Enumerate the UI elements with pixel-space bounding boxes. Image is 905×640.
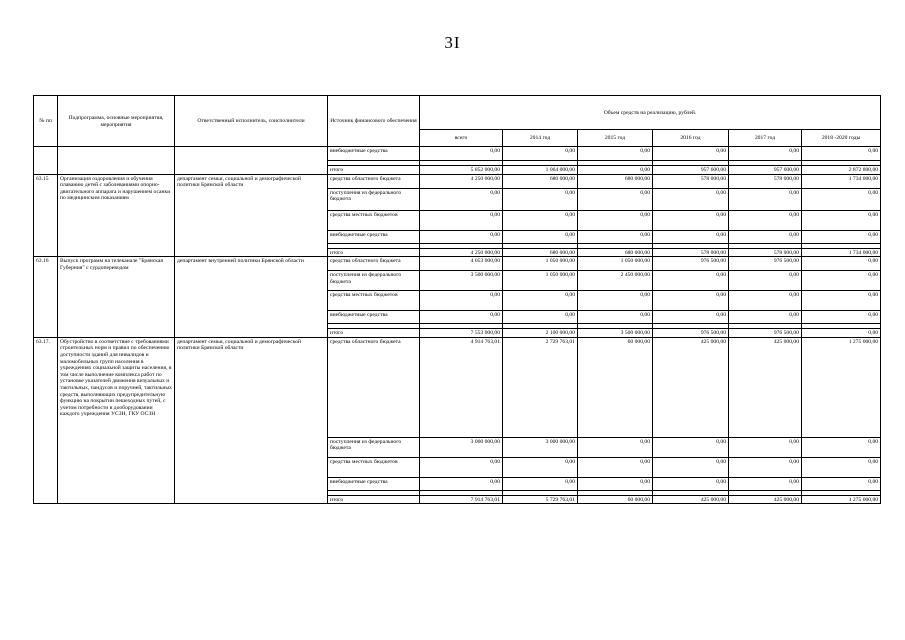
value-cell: 1 734 000,00 bbox=[802, 174, 881, 188]
value-cell: 0,00 bbox=[578, 210, 653, 230]
value-cell: 4 053 000,00 bbox=[420, 257, 503, 271]
value-cell: 0,00 bbox=[420, 210, 503, 230]
value-cell: 3 500 000,00 bbox=[578, 329, 653, 338]
executor-cell: департамент семьи, социальной и демографической политики Брянской области bbox=[175, 337, 328, 504]
source-cell: внебюджетные средства bbox=[328, 311, 420, 324]
header-col: 2015 год bbox=[578, 130, 653, 147]
program-cell: Обустройство в соответствие с требованиями строительных норм и правил по обеспечению доступности зданий для инвалидов и маломобильных групп населения в учреждениях социальной защиты населения, в том числе выполнение комплекса работ по установке указателей движения визуальных и тактильных, пандусов и поручней, тактильных средств, выполняющих предупредительную функцию на покрытии пешеходных путей, с учетом потребности в дооборудовании каждого учреждения УСЗН, ГКУ ОСЗН bbox=[58, 337, 175, 504]
num-cell bbox=[34, 147, 58, 175]
value-cell: 0,00 bbox=[729, 210, 802, 230]
value-cell: 0,00 bbox=[578, 457, 653, 477]
value-cell: 1 275 000,00 bbox=[802, 337, 881, 437]
value-cell: 0,00 bbox=[729, 230, 802, 243]
value-cell: 60 000,00 bbox=[578, 337, 653, 437]
value-cell: 425 000,00 bbox=[653, 337, 729, 437]
value-cell: 1 050 000,00 bbox=[503, 257, 578, 271]
value-cell: 0,00 bbox=[653, 147, 729, 161]
num-cell: 63.17. bbox=[34, 337, 58, 504]
value-cell: 0,00 bbox=[802, 457, 881, 477]
value-cell: 3 500 000,00 bbox=[420, 271, 503, 291]
value-cell: 0,00 bbox=[420, 230, 503, 243]
program-cell: Выпуск программ на телеканале "Брянская Губерния" с сурдопереводом bbox=[58, 257, 175, 338]
value-cell: 0,00 bbox=[420, 477, 503, 490]
table-row bbox=[34, 337, 881, 437]
value-cell: 976 500,00 bbox=[653, 329, 729, 338]
value-cell: 0,00 bbox=[503, 188, 578, 210]
value-cell: 0,00 bbox=[802, 329, 881, 338]
value-cell: 0,00 bbox=[578, 147, 653, 161]
table-row bbox=[34, 257, 881, 271]
value-cell: 0,00 bbox=[420, 147, 503, 161]
header-col: всего bbox=[420, 130, 503, 147]
header-col: 2018 -2020 годы bbox=[802, 130, 881, 147]
page-number: 3I bbox=[444, 33, 461, 52]
source-cell: средства местных бюджетов bbox=[328, 457, 420, 477]
funding-table bbox=[33, 95, 881, 504]
value-cell: 0,00 bbox=[653, 457, 729, 477]
value-cell: 0,00 bbox=[420, 291, 503, 311]
source-cell: средства местных бюджетов bbox=[328, 210, 420, 230]
value-cell: 0,00 bbox=[802, 291, 881, 311]
value-cell: 0,00 bbox=[653, 437, 729, 457]
value-cell: 5 852 000,00 bbox=[420, 166, 503, 175]
value-cell: 680 000,00 bbox=[578, 174, 653, 188]
value-cell: 0,00 bbox=[503, 230, 578, 243]
header-col: 2016 год bbox=[653, 130, 729, 147]
header-num: № пп bbox=[34, 96, 58, 147]
value-cell: 0,00 bbox=[802, 437, 881, 457]
value-cell: 0,00 bbox=[729, 437, 802, 457]
value-cell: 0,00 bbox=[503, 311, 578, 324]
header-executor: Ответственный исполнитель, соисполнители bbox=[175, 96, 328, 147]
num-cell: 63.15 bbox=[34, 174, 58, 257]
header-volume: Объем средств на реализацию, рублей. bbox=[420, 96, 881, 130]
header-col: 2014 год bbox=[503, 130, 578, 147]
value-cell: 0,00 bbox=[729, 457, 802, 477]
value-cell: 0,00 bbox=[653, 271, 729, 291]
value-cell: 0,00 bbox=[578, 437, 653, 457]
source-cell: поступления из федерального бюджета bbox=[328, 188, 420, 210]
value-cell: 0,00 bbox=[578, 230, 653, 243]
value-cell: 0,00 bbox=[503, 147, 578, 161]
value-cell: 0,00 bbox=[802, 311, 881, 324]
value-cell: 0,00 bbox=[802, 210, 881, 230]
value-cell: 7 553 000,00 bbox=[420, 329, 503, 338]
value-cell: 2 450 000,00 bbox=[578, 271, 653, 291]
value-cell: 957 600,00 bbox=[653, 166, 729, 175]
executor-cell: департамент внутренней политики Брянской области bbox=[175, 257, 328, 338]
value-cell: 0,00 bbox=[578, 311, 653, 324]
value-cell: 0,00 bbox=[578, 188, 653, 210]
value-cell: 4 914 763,01 bbox=[420, 337, 503, 437]
value-cell: 0,00 bbox=[802, 257, 881, 271]
value-cell: 0,00 bbox=[503, 457, 578, 477]
value-cell: 0,00 bbox=[802, 188, 881, 210]
value-cell: 0,00 bbox=[729, 147, 802, 161]
value-cell: 425 000,00 bbox=[729, 495, 802, 504]
value-cell: 0,00 bbox=[420, 188, 503, 210]
value-cell: 60 000,00 bbox=[578, 495, 653, 504]
value-cell: 425 000,00 bbox=[729, 337, 802, 437]
value-cell: 0,00 bbox=[503, 477, 578, 490]
source-cell: итого bbox=[328, 329, 420, 338]
value-cell: 578 000,00 bbox=[729, 174, 802, 188]
source-cell: внебюджетные средства bbox=[328, 230, 420, 243]
source-cell: средства областного бюджета bbox=[328, 337, 420, 437]
value-cell: 3 000 000,00 bbox=[503, 437, 578, 457]
source-cell: внебюджетные средства bbox=[328, 147, 420, 161]
source-cell: итого bbox=[328, 166, 420, 175]
value-cell: 0,00 bbox=[802, 271, 881, 291]
value-cell: 680 000,00 bbox=[578, 248, 653, 257]
table-row bbox=[34, 147, 881, 161]
value-cell: 3 000 000,00 bbox=[420, 437, 503, 457]
program-cell bbox=[58, 147, 175, 175]
value-cell: 578 000,00 bbox=[653, 174, 729, 188]
value-cell: 0,00 bbox=[729, 291, 802, 311]
value-cell: 4 250 000,00 bbox=[420, 248, 503, 257]
num-cell: 63.16 bbox=[34, 257, 58, 338]
value-cell: 0,00 bbox=[802, 230, 881, 243]
value-cell: 0,00 bbox=[729, 311, 802, 324]
value-cell: 0,00 bbox=[653, 230, 729, 243]
value-cell: 0,00 bbox=[729, 271, 802, 291]
value-cell: 957 600,00 bbox=[729, 166, 802, 175]
value-cell: 0,00 bbox=[802, 147, 881, 161]
value-cell: 0,00 bbox=[578, 477, 653, 490]
header-program: Подпрограмма, основные мероприятия, мероприятия bbox=[58, 96, 175, 147]
value-cell: 0,00 bbox=[729, 188, 802, 210]
executor-cell: департамент семьи, социальной и демографической политики Брянской области bbox=[175, 174, 328, 257]
value-cell: 2 100 000,00 bbox=[503, 329, 578, 338]
source-cell: итого bbox=[328, 495, 420, 504]
value-cell: 2 729 763,01 bbox=[503, 337, 578, 437]
value-cell: 0,00 bbox=[729, 477, 802, 490]
value-cell: 0,00 bbox=[420, 457, 503, 477]
value-cell: 976 500,00 bbox=[653, 257, 729, 271]
value-cell: 1 050 000,00 bbox=[578, 257, 653, 271]
value-cell: 2 872 800,00 bbox=[802, 166, 881, 175]
value-cell: 0,00 bbox=[653, 210, 729, 230]
value-cell: 578 000,00 bbox=[729, 248, 802, 257]
value-cell: 0,00 bbox=[802, 477, 881, 490]
source-cell: поступления из федерального бюджета bbox=[328, 271, 420, 291]
value-cell: 1 734 000,00 bbox=[802, 248, 881, 257]
value-cell: 680 000,00 bbox=[503, 248, 578, 257]
value-cell: 0,00 bbox=[653, 477, 729, 490]
source-cell: средства областного бюджета bbox=[328, 174, 420, 188]
value-cell: 0,00 bbox=[503, 210, 578, 230]
value-cell: 7 914 763,01 bbox=[420, 495, 503, 504]
value-cell: 4 250 000,00 bbox=[420, 174, 503, 188]
source-cell: средства областного бюджета bbox=[328, 257, 420, 271]
value-cell: 0,00 bbox=[420, 311, 503, 324]
value-cell: 0,00 bbox=[653, 188, 729, 210]
source-cell: поступления из федерального бюджета bbox=[328, 437, 420, 457]
value-cell: 5 729 763,01 bbox=[503, 495, 578, 504]
value-cell: 1 050 000,00 bbox=[503, 271, 578, 291]
program-cell: Организация оздоровления и обучения плаванию детей с заболеваниями опорно-двигательного аппарата и нарушением осанки по медицинским показаниям bbox=[58, 174, 175, 257]
value-cell: 0,00 bbox=[503, 291, 578, 311]
value-cell: 976 500,00 bbox=[729, 257, 802, 271]
executor-cell bbox=[175, 147, 328, 175]
header-col: 2017 год bbox=[729, 130, 802, 147]
value-cell: 0,00 bbox=[578, 291, 653, 311]
value-cell: 680 000,00 bbox=[503, 174, 578, 188]
value-cell: 425 000,00 bbox=[653, 495, 729, 504]
value-cell: 0,00 bbox=[653, 291, 729, 311]
table-row bbox=[34, 174, 881, 188]
value-cell: 0,00 bbox=[653, 311, 729, 324]
source-cell: средства местных бюджетов bbox=[328, 291, 420, 311]
value-cell: 1 064 000,00 bbox=[503, 166, 578, 175]
value-cell: 976 500,00 bbox=[729, 329, 802, 338]
header-source: Источник финансового обеспечения bbox=[328, 96, 420, 147]
value-cell: 578 000,00 bbox=[653, 248, 729, 257]
value-cell: 0,00 bbox=[578, 166, 653, 175]
source-cell: внебюджетные средства bbox=[328, 477, 420, 490]
value-cell: 1 275 000,00 bbox=[802, 495, 881, 504]
source-cell: итого bbox=[328, 248, 420, 257]
